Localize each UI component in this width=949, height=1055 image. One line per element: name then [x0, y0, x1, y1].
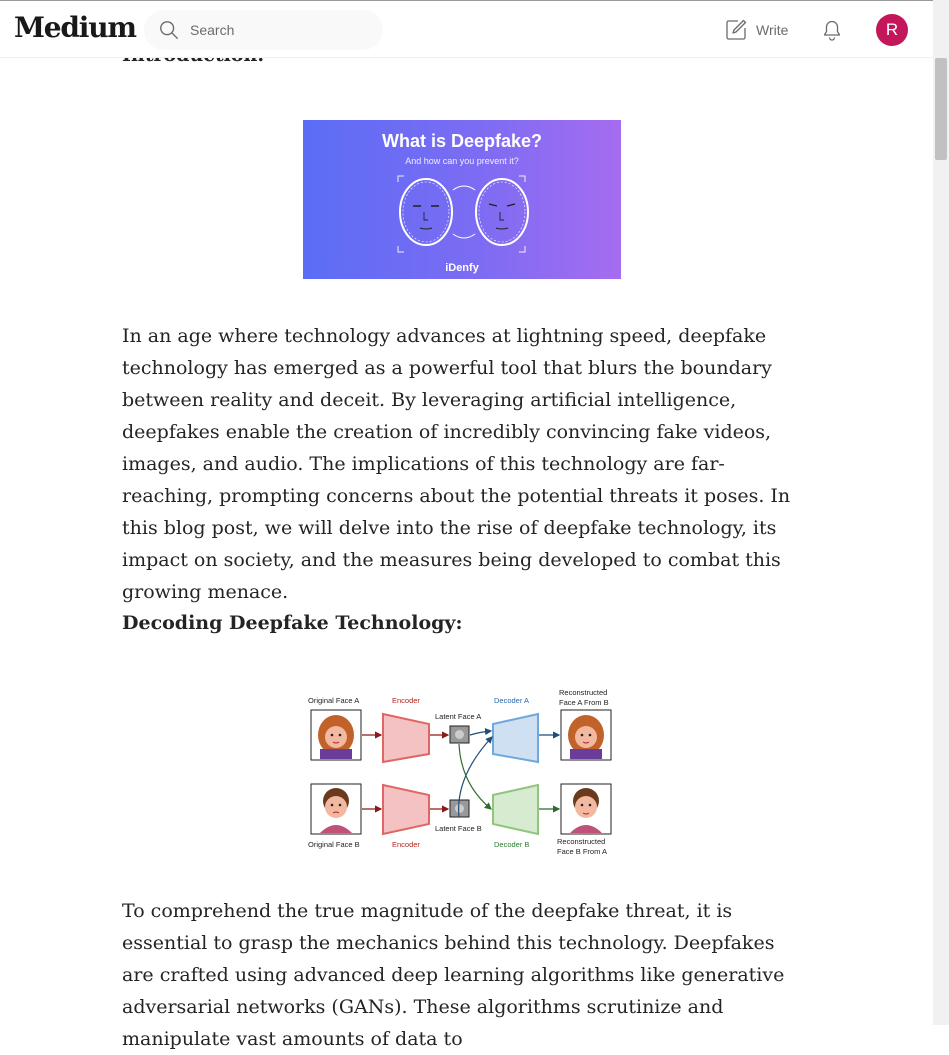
latent-face-a-box [450, 726, 469, 743]
search-box[interactable] [144, 10, 383, 50]
face-scan-illustration [303, 120, 621, 279]
article-paragraph: To comprehend the true magnitude of the deepfake threat, it is essential to grasp the mechanics behind this technology. Deepfakes are crafted using advanced deep learning algorithms like generative adversarial networks (GANs). These algorithms scrutinize and manipulate vast amounts of data to [122, 900, 785, 1050]
decoder-b-shape [493, 785, 538, 834]
scrollbar-thumb[interactable] [935, 58, 947, 160]
reconstructed-a-label-1: Reconstructed [559, 688, 608, 697]
encoder-bottom-shape [383, 785, 429, 834]
search-icon[interactable] [158, 19, 180, 41]
notifications-bell-icon[interactable] [820, 18, 844, 42]
latent-face-a-label: Latent Face A [435, 712, 482, 721]
hero-title: What is Deepfake? [381, 131, 543, 151]
latent-face-b-label: Latent Face B [435, 824, 482, 833]
top-navigation-bar [0, 0, 933, 58]
write-icon [724, 18, 748, 42]
encoder-top-shape [383, 714, 429, 762]
original-face-b-image [311, 784, 361, 834]
decoder-b-label: Decoder B [494, 840, 530, 849]
write-button[interactable] [724, 18, 788, 42]
reconstructed-a-label-2: Face A From B [559, 698, 609, 707]
decoder-a-label: Decoder A [494, 696, 530, 705]
original-face-a-image [311, 710, 361, 760]
original-face-b-label: Original Face B [308, 840, 360, 849]
search-input[interactable] [190, 10, 370, 50]
write-label: Write [756, 22, 789, 38]
reconstructed-face-b-image [561, 784, 611, 834]
original-face-a-label: Original Face A [308, 696, 360, 705]
decoder-a-shape [493, 714, 538, 762]
hero-subtitle: And how can you prevent it? [405, 156, 519, 166]
hero-brand: iDenfy [445, 262, 479, 274]
article-paragraph: In an age where technology advances at lightning speed, deepfake technology has emerged as a powerful tool that blurs the boundary between reality and deceit. By leveraging artificial intelligence, deepfakes enable the creation of incredibly convincing fake videos, images, and audio. The implications of this technology are far-reaching, prompting concerns about the potential threats it poses. In this blog post, we will delve into the rise of deepfake technology, its impact on society, and the measures being developed to combat this growing menace. [122, 325, 791, 603]
hero-image[interactable] [303, 120, 621, 279]
section-heading: Decoding Deepfake Technology: [122, 612, 463, 634]
latent-face-b-box [450, 800, 469, 817]
reconstructed-face-a-image [561, 710, 611, 760]
deepfake-autoencoder-diagram[interactable] [300, 683, 625, 858]
reconstructed-b-label-2: Face B From A [557, 847, 608, 856]
encoder-bottom-label: Encoder [392, 840, 420, 849]
page-scrollbar[interactable] [933, 0, 949, 1025]
medium-logo[interactable]: Medium [14, 11, 136, 44]
user-avatar[interactable]: R [876, 14, 908, 46]
encoder-top-label: Encoder [392, 696, 420, 705]
reconstructed-b-label-1: Reconstructed [557, 837, 606, 846]
